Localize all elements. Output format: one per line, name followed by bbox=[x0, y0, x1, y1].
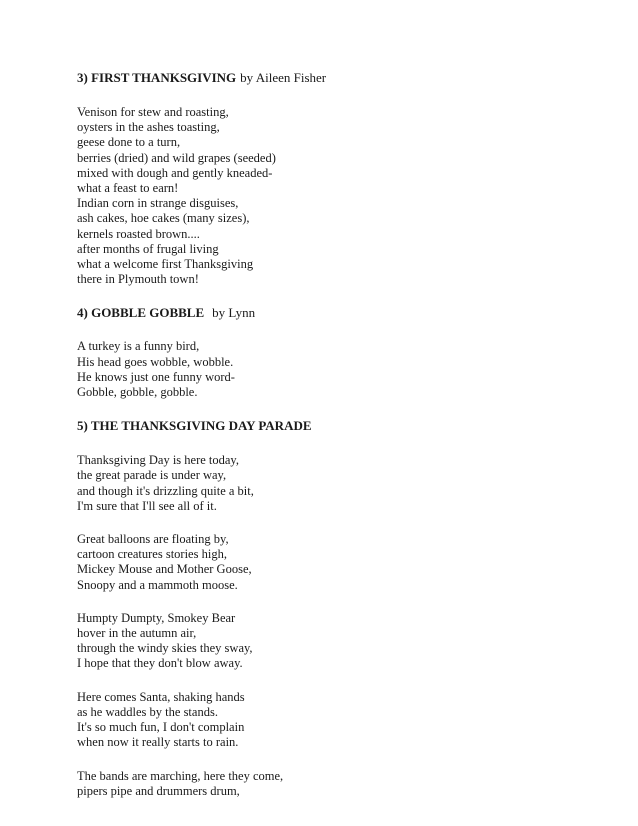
poem-line: there in Plymouth town! bbox=[77, 272, 199, 287]
poem-line: Mickey Mouse and Mother Goose, bbox=[77, 562, 252, 577]
poem-stanza bbox=[77, 769, 577, 799]
poem-author: by Lynn bbox=[212, 305, 256, 321]
poem-line: oysters in the ashes toasting, bbox=[77, 120, 220, 135]
poem-line: It's so much fun, I don't complain bbox=[77, 720, 245, 735]
poem-line: I hope that they don't blow away. bbox=[77, 656, 243, 671]
poem-line: what a feast to earn! bbox=[77, 181, 179, 196]
document-page bbox=[77, 70, 577, 799]
poem-stanza bbox=[77, 105, 577, 287]
poem-line: I'm sure that I'll see all of it. bbox=[77, 498, 217, 513]
poem-line: Great balloons are floating by, bbox=[77, 532, 229, 547]
poem-line: when now it really starts to rain. bbox=[77, 735, 239, 750]
poem-line: Here comes Santa, shaking hands bbox=[77, 689, 245, 704]
poem-title-text: 4) GOBBLE GOBBLE bbox=[77, 305, 205, 321]
poem-line: cartoon creatures stories high, bbox=[77, 547, 227, 562]
poem-title bbox=[77, 305, 577, 321]
poem-line: Gobble, gobble, gobble. bbox=[77, 385, 198, 400]
poem-line: the great parade is under way, bbox=[77, 468, 227, 483]
poem-line: through the windy skies they sway, bbox=[77, 641, 253, 656]
poem-line: geese done to a turn, bbox=[77, 135, 181, 150]
poem-title-text: 3) FIRST THANKSGIVING bbox=[77, 70, 237, 85]
poem-line: ash cakes, hoe cakes (many sizes), bbox=[77, 211, 250, 226]
poem-line: kernels roasted brown.... bbox=[77, 226, 200, 241]
poem-title bbox=[77, 70, 577, 86]
poem-line: hover in the autumn air, bbox=[77, 626, 197, 641]
poem-line: Indian corn in strange disguises, bbox=[77, 196, 239, 211]
poem-line: berries (dried) and wild grapes (seeded) bbox=[77, 150, 276, 165]
poem-line: A turkey is a funny bird, bbox=[77, 339, 200, 354]
poem-line: Humpty Dumpty, Smokey Bear bbox=[77, 610, 236, 625]
poem-line: mixed with dough and gently kneaded- bbox=[77, 165, 273, 180]
poem-line: pipers pipe and drummers drum, bbox=[77, 783, 240, 798]
poem-line: Venison for stew and roasting, bbox=[77, 105, 229, 119]
poem-stanza bbox=[77, 611, 577, 672]
poem-stanza bbox=[77, 690, 577, 751]
poem-title bbox=[77, 418, 577, 434]
poem-line: what a welcome first Thanksgiving bbox=[77, 257, 254, 272]
poem-line: His head goes wobble, wobble. bbox=[77, 354, 234, 369]
poem-author: by Aileen Fisher bbox=[240, 70, 327, 85]
poem-line: Snoopy and a mammoth moose. bbox=[77, 577, 238, 592]
poem-line: and though it's drizzling quite a bit, bbox=[77, 483, 254, 498]
poem-title-text: 5) THE THANKSGIVING DAY PARADE bbox=[77, 418, 312, 434]
poem-stanza bbox=[77, 339, 577, 400]
poem-line: Thanksgiving Day is here today, bbox=[77, 453, 239, 468]
poem-line: after months of frugal living bbox=[77, 241, 219, 256]
poem-line: as he waddles by the stands. bbox=[77, 704, 218, 719]
poem-line: The bands are marching, here they come, bbox=[77, 768, 284, 783]
poem-stanza bbox=[77, 453, 577, 514]
poem-line: He knows just one funny word- bbox=[77, 369, 235, 384]
poem-stanza bbox=[77, 532, 577, 593]
